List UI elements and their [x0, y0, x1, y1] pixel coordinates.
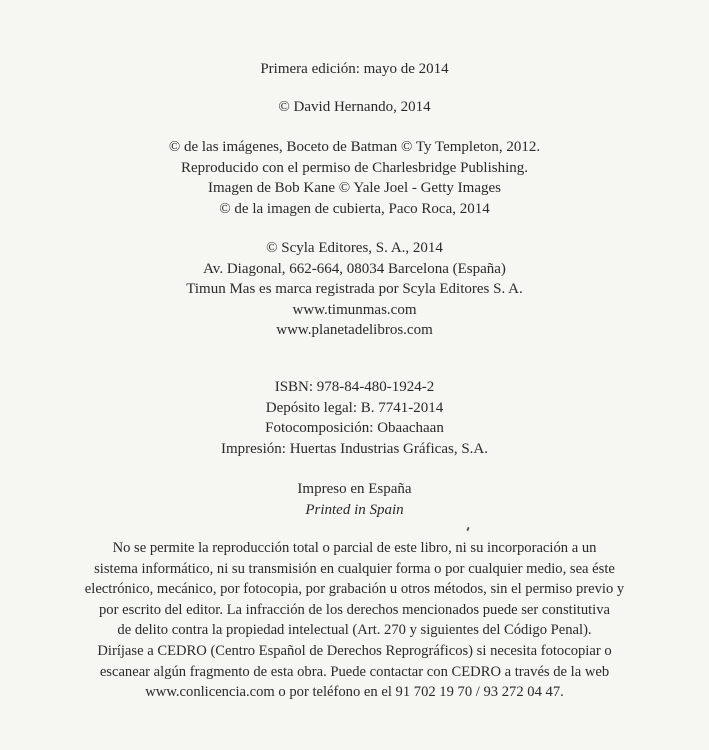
- printed-in-spanish: Impreso en España: [297, 481, 412, 497]
- scan-speck: [466, 527, 469, 531]
- legal-notice-block: [0, 538, 709, 703]
- edition-block: [0, 59, 709, 80]
- trademark-notice: Timun Mas es marca registrada por Scyla Editores S. A.: [186, 281, 523, 297]
- website-planetadelibros: www.planetadelibros.com: [276, 322, 433, 338]
- legal-notice-line: Diríjase a CEDRO (Centro Español de Derechos Reprográficos) si necesita fotocopiar o: [97, 642, 612, 659]
- legal-notice-line: electrónico, mecánico, por fotocopia, por grabación u otros métodos, sin el permiso previo y: [84, 581, 625, 598]
- image-credit-line: © de la imagen de cubierta, Paco Roca, 2014: [219, 200, 490, 217]
- legal-notice-line: escanear algún fragmento de esta obra. Puede contactar con CEDRO a través de la web: [99, 663, 610, 680]
- legal-notice-line: No se permite la reproducción total o parcial de este libro, ni su incorporación a un: [112, 540, 597, 556]
- printed-in-english: Printed in Spain: [305, 501, 404, 518]
- publisher-block: [0, 238, 709, 341]
- edition-line: Primera edición: mayo de 2014: [260, 61, 449, 77]
- author-copyright-block: [0, 97, 709, 118]
- image-credit-line: Reproducido con el permiso de Charlesbridge Publishing.: [180, 159, 529, 176]
- image-credit-line: © de las imágenes, Boceto de Batman © Ty Templeton, 2012.: [168, 139, 541, 155]
- legal-notice-line: sistema informático, ni su transmisión en cualquier forma o por cualquier medio, sea éste: [94, 560, 615, 577]
- production-block: [0, 377, 709, 459]
- printing-credit: Impresión: Huertas Industrias Gráficas, S.A.: [220, 440, 489, 457]
- typesetting-credit: Fotocomposición: Obaachaan: [265, 420, 444, 436]
- image-credits-block: [0, 137, 709, 219]
- printed-in-block: [0, 479, 709, 520]
- website-timunmas: www.timunmas.com: [292, 301, 417, 318]
- image-credit-line: Imagen de Bob Kane © Yale Joel - Getty Images: [208, 180, 501, 196]
- author-copyright-line: © David Hernando, 2014: [278, 99, 431, 115]
- legal-deposit: Depósito legal: B. 7741-2014: [265, 399, 444, 416]
- publisher-copyright: © Scyla Editores, S. A., 2014: [266, 240, 443, 256]
- isbn: ISBN: 978-84-480-1924-2: [274, 379, 435, 395]
- legal-notice-line: de delito contra la propiedad intelectual (Art. 270 y siguientes del Código Penal).: [117, 622, 592, 639]
- legal-notice-line: www.conlicencia.com o por teléfono en el 91 702 19 70 / 93 272 04 47.: [145, 684, 564, 701]
- publisher-address: Av. Diagonal, 662-664, 08034 Barcelona (España): [203, 260, 506, 277]
- legal-notice-line: por escrito del editor. La infracción de los derechos mencionados puede ser constitutiva: [98, 601, 611, 618]
